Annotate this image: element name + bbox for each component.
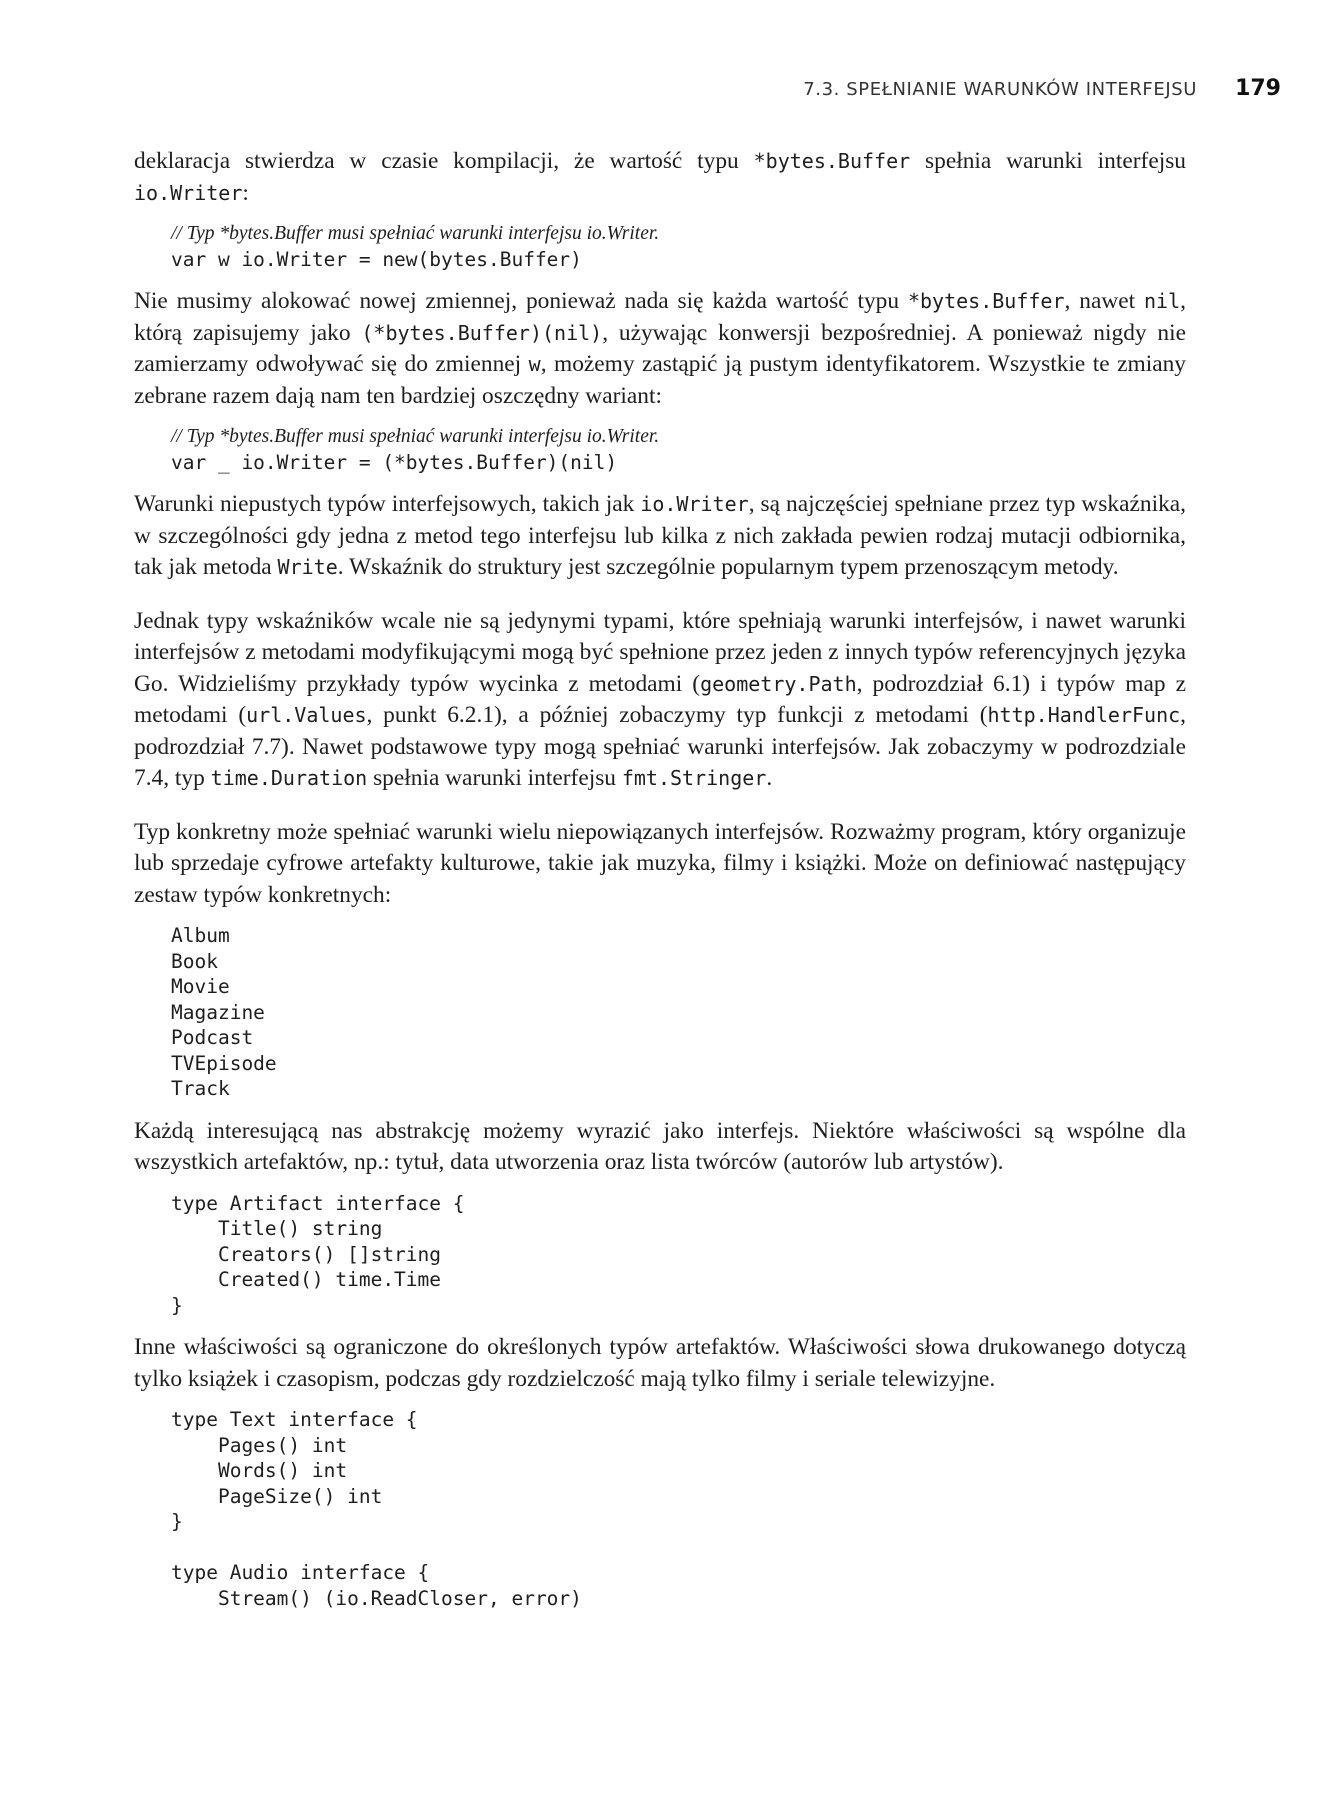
inline-code: nil: [1144, 289, 1181, 313]
code-line: TVEpisode: [171, 1051, 277, 1075]
inline-code: time.Duration: [210, 766, 368, 790]
text-run: , którą zapisujemy jako: [134, 288, 1186, 346]
inline-code: (*bytes.Buffer)(nil): [361, 320, 603, 345]
text-run: , nawet: [1064, 288, 1144, 314]
text-run: spełnia warunki interfejsu: [910, 148, 1186, 174]
code-line: [171, 1535, 1186, 1561]
text-run: . Wskaźnik do struktury jest szczególnie popularnym typem przenoszącym metody.: [337, 554, 1119, 580]
text-run: Warunki niepustych typów interfejsowych, takich jak: [134, 491, 641, 517]
paragraph-6: Każdą interesującą nas abstrakcję możemy wyrazić jako interfejs. Niektóre właściwości są wspólne dla wszystkich artefaktów, np.: tytuł, data utworzenia oraz lista twórców (autorów lub artystów).: [134, 1117, 1186, 1175]
inline-code: w: [528, 352, 541, 376]
text-run: .: [766, 765, 773, 791]
code-line: Title() string: [171, 1217, 383, 1240]
paragraph-1: [134, 146, 1186, 209]
paragraph-5: Typ konkretny może spełniać warunki wielu niepowiązanych interfejsów. Rozważmy program, który organizuje lub sprzedaje cyfrowe artefakty kulturowe, takie jak muzyka, filmy i książki. Może on definiować następujący zestaw typów konkretnych:: [134, 818, 1186, 908]
text-run: deklaracja stwierdza w czasie kompilacji, że wartość typu: [134, 148, 754, 174]
text-run: , podrozdział 7.7). Nawet podstawowe typy mogą spełniać warunki interfejsów. Jak zobaczymy w podrozdziale 7.4, typ: [134, 702, 1187, 791]
inline-code: fmt.Stringer: [621, 766, 767, 790]
paragraph-3: [134, 489, 1186, 584]
code-listing-1: [171, 221, 1186, 272]
code-line: type Artifact interface {: [171, 1191, 465, 1215]
code-line: Created() time.Time: [171, 1268, 442, 1291]
code-line: }: [171, 1293, 183, 1317]
code-line: Magazine: [171, 1000, 265, 1024]
inline-code: http.HandlerFunc: [987, 703, 1181, 727]
paragraph-7: Inne właściwości są ograniczone do określonych typów artefaktów. Właściwości słowa drukowanego dotyczą tylko książek i czasopism, podczas gdy rozdzielczość mają tylko filmy i seriale telewizyjne.: [134, 1334, 1186, 1392]
code-line: Pages() int: [171, 1433, 348, 1457]
code-line: PageSize() int: [171, 1484, 383, 1508]
text-run: , punkt 6.2.1), a później zobaczymy typ funkcji z metodami (: [366, 702, 988, 728]
paragraph-4: [134, 606, 1186, 795]
code-line: type Audio interface {: [171, 1561, 430, 1584]
code-comment: // Typ *bytes.Buffer musi spełniać warunki interfejsu io.Writer.: [171, 223, 660, 244]
inline-code: url.Values: [246, 703, 367, 727]
running-header: [803, 76, 1281, 101]
code-listing-types: [171, 923, 1186, 1102]
code-line: var _ io.Writer = (*bytes.Buffer)(nil): [171, 450, 618, 474]
code-line: Album: [171, 924, 230, 947]
text-run: Nie musimy alokować nowej zmiennej, ponieważ nada się każda wartość typu: [134, 288, 908, 314]
inline-code: *bytes.Buffer: [907, 289, 1065, 313]
inline-code: io.Writer: [134, 180, 243, 205]
inline-code: geometry.Path: [700, 671, 857, 696]
text-run: , podrozdział 6.1) i typów map z metodami (: [134, 670, 1186, 728]
code-listing-artifact: [171, 1191, 1186, 1319]
code-line: }: [171, 1510, 183, 1533]
inline-code: io.Writer: [640, 492, 749, 516]
section-title: 7.3. SPEŁNIANIE WARUNKÓW INTERFEJSU: [803, 79, 1198, 100]
code-comment: // Typ *bytes.Buffer musi spełniać warunki interfejsu io.Writer.: [171, 426, 660, 447]
page-number: 179: [1235, 76, 1281, 101]
page-body: [134, 146, 1186, 1625]
text-run: , używając konwersji bezpośredniej. A ponieważ nigdy nie zamierzamy odwoływać się do zmiennej: [134, 319, 1186, 377]
text-run: :: [242, 179, 249, 206]
code-line: Words() int: [171, 1459, 348, 1482]
inline-code: Write: [277, 555, 338, 579]
code-line: Podcast: [171, 1026, 254, 1049]
text-run: Jednak typy wskaźników wcale nie są jedynymi typami, które spełniają warunki interfejsów, i nawet warunki interfejsów z metodami modyfikującymi mogą być spełnione przez jeden z innych typów referencyjnych języka Go. Widzieliśmy przykłady typów wycinka z metodami (: [134, 607, 1186, 697]
text-run: spełnia warunki interfejsu: [367, 765, 622, 791]
code-line: type Text interface {: [171, 1408, 418, 1431]
inline-code: *bytes.Buffer: [753, 149, 911, 173]
code-line: Book: [171, 949, 218, 973]
code-listing-2: [171, 424, 1186, 475]
text-run: , możemy zastąpić ją pustym identyfikatorem. Wszystkie te zmiany zebrane razem dają nam ten bardziej oszczędny wariant:: [134, 351, 1187, 409]
code-listing-text-audio: [171, 1407, 1186, 1611]
code-line: Movie: [171, 975, 230, 998]
paragraph-2: [134, 286, 1186, 412]
text-run: , są najczęściej spełniane przez typ wskaźnika, w szczególności gdy jedna z metod tego interfejsu lub kilka z nich zakłada pewien rodzaj mutacji odbiornika, tak jak metoda: [134, 491, 1186, 580]
code-line: Stream() (io.ReadCloser, error): [171, 1586, 582, 1610]
code-line: Creators() []string: [171, 1242, 442, 1266]
code-line: var w io.Writer = new(bytes.Buffer): [171, 247, 582, 271]
code-line: Track: [171, 1077, 230, 1100]
